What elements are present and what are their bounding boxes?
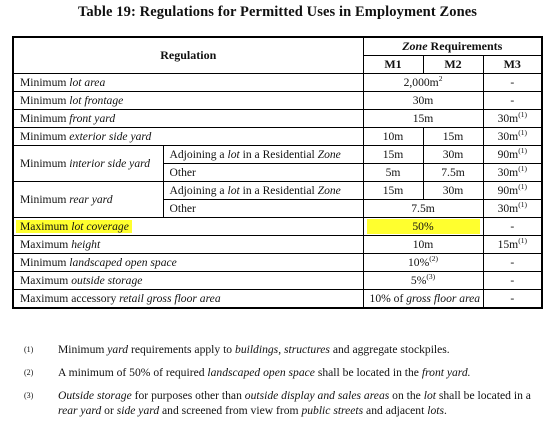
regulations-table	[12, 36, 543, 309]
regulation-header: Regulation	[13, 37, 363, 74]
m2-value: 7.5m	[423, 164, 483, 182]
footnotes	[24, 342, 544, 426]
footnote-italic-term: lot	[423, 389, 436, 402]
m3-value: -	[483, 92, 542, 110]
footnote-text-run: and screened from view from	[159, 404, 302, 417]
footnote-italic-term: yard	[107, 343, 129, 356]
m1-m2-value: 10%$^{(2)}$	[363, 254, 483, 272]
lot-coverage-highlight: Maximum lot coverage	[16, 220, 132, 233]
regulation-cell: Minimum front yard	[13, 110, 363, 128]
table-title: Table 19: Regulations for Permitted Uses in Employment Zones	[77, 4, 478, 20]
regulation-cell: Minimum interior side yard	[13, 146, 163, 182]
footnote-italic-term: outside display and sales areas	[244, 389, 390, 402]
footnote-number: (1)	[24, 345, 34, 354]
table-row	[13, 182, 542, 200]
m1-m2-value: 7.5m	[363, 200, 483, 218]
m1-header: M1	[363, 56, 423, 74]
footnote-text-run: A minimum of 50% of required	[58, 366, 208, 379]
footnote-italic-term: landscaped open space	[207, 366, 315, 379]
table-row	[13, 272, 542, 290]
m1-m2-value: 30m	[363, 92, 483, 110]
footnote-text-run: shall be located in the	[314, 366, 422, 379]
footnote	[24, 365, 544, 380]
m1-value: 15m	[363, 146, 423, 164]
m1-m2-value: 10% of gross floor area	[363, 290, 483, 309]
footnote-italic-term: public streets	[301, 404, 364, 417]
regulation-cell: Maximum height	[13, 236, 363, 254]
regulation-cell: Maximum outside storage	[13, 272, 363, 290]
footnote-text	[58, 389, 531, 417]
footnote	[24, 342, 544, 357]
table-row	[13, 146, 542, 164]
m3-value: -	[483, 272, 542, 290]
m1-m2-value: $2,000m^2$	[363, 74, 483, 92]
sub-condition-cell: Other	[163, 164, 363, 182]
regulation-cell: Minimum rear yard	[13, 182, 163, 218]
m3-value: $90m^{(1)}$	[483, 146, 542, 164]
footnote-number: (2)	[24, 368, 34, 377]
footnote-text-run: shall be located in a	[435, 389, 531, 402]
m3-value: -	[483, 218, 542, 236]
m2-value: 30m	[423, 182, 483, 200]
header-row	[13, 37, 542, 56]
m1-value: 15m	[363, 182, 423, 200]
regulation-cell: Minimum lot area	[13, 74, 363, 92]
table-row	[13, 74, 542, 92]
sub-condition-cell: Adjoining a lot in a Residential Zone	[163, 146, 363, 164]
regulation-cell: Maximum accessory retail gross floor area	[13, 290, 363, 309]
lot-coverage-value-highlight: 50%	[367, 219, 480, 234]
m1-m2-value	[363, 218, 483, 236]
m1-m2-value: 10m	[363, 236, 483, 254]
m1-value: 10m	[363, 128, 423, 146]
m3-value: $15m^{(1)}$	[483, 236, 542, 254]
footnote-italic-term: Outside storage	[58, 389, 132, 402]
regulation-cell: Minimum exterior side yard	[13, 128, 363, 146]
footnote-text-run: .	[443, 404, 447, 417]
m2-value: 15m	[423, 128, 483, 146]
m3-value: -	[483, 254, 542, 272]
footnote-text-run: and aggregate stockpiles.	[329, 343, 450, 356]
table-row	[13, 92, 542, 110]
footnote-text	[58, 343, 450, 356]
regulation-cell	[13, 218, 363, 236]
m3-value: -	[483, 290, 542, 309]
regulation-cell: Minimum lot frontage	[13, 92, 363, 110]
table-row	[13, 290, 542, 309]
m1-m2-value: 5%$^{(3)}$	[363, 272, 483, 290]
footnote-text-run: on the	[389, 389, 424, 402]
m1-m2-value: 15m	[363, 110, 483, 128]
table-row	[13, 128, 542, 146]
footnote-italic-term: front yard.	[421, 366, 471, 379]
sub-condition-cell: Other	[163, 200, 363, 218]
footnote-text-run: ,	[278, 343, 284, 356]
footnote-text	[58, 366, 471, 379]
table-row	[13, 110, 542, 128]
footnote-text-run: and adjacent	[363, 404, 428, 417]
zone-requirements-header: Zone Requirements	[363, 37, 542, 56]
footnote-text-run: requirements apply to	[128, 343, 236, 356]
sub-condition-cell: Adjoining a lot in a Residential Zone	[163, 182, 363, 200]
m2-value: 30m	[423, 146, 483, 164]
table-row	[13, 218, 542, 236]
footnote-text-run: Minimum	[58, 343, 108, 356]
m1-value: 5m	[363, 164, 423, 182]
footnote-text-run: or	[101, 404, 117, 417]
table-row	[13, 254, 542, 272]
footnote-italic-term: buildings	[235, 343, 279, 356]
m3-header: M3	[483, 56, 542, 74]
m3-value: $30m^{(1)}$	[483, 164, 542, 182]
m3-value: $30m^{(1)}$	[483, 128, 542, 146]
table-row	[13, 236, 542, 254]
footnote-italic-term: structures	[283, 343, 330, 356]
m3-value: $30m^{(1)}$	[483, 200, 542, 218]
footnote-number: (3)	[24, 391, 34, 400]
footnote-italic-term: lots	[427, 404, 444, 417]
m3-value: $30m^{(1)}$	[483, 110, 542, 128]
footnote-text-run: for purposes other than	[131, 389, 245, 402]
footnote-italic-term: rear yard	[58, 404, 102, 417]
regulation-cell: Minimum landscaped open space	[13, 254, 363, 272]
m3-value: -	[483, 74, 542, 92]
m2-header: M2	[423, 56, 483, 74]
footnote	[24, 388, 544, 418]
m3-value: $90m^{(1)}$	[483, 182, 542, 200]
footnote-italic-term: side yard	[116, 404, 160, 417]
